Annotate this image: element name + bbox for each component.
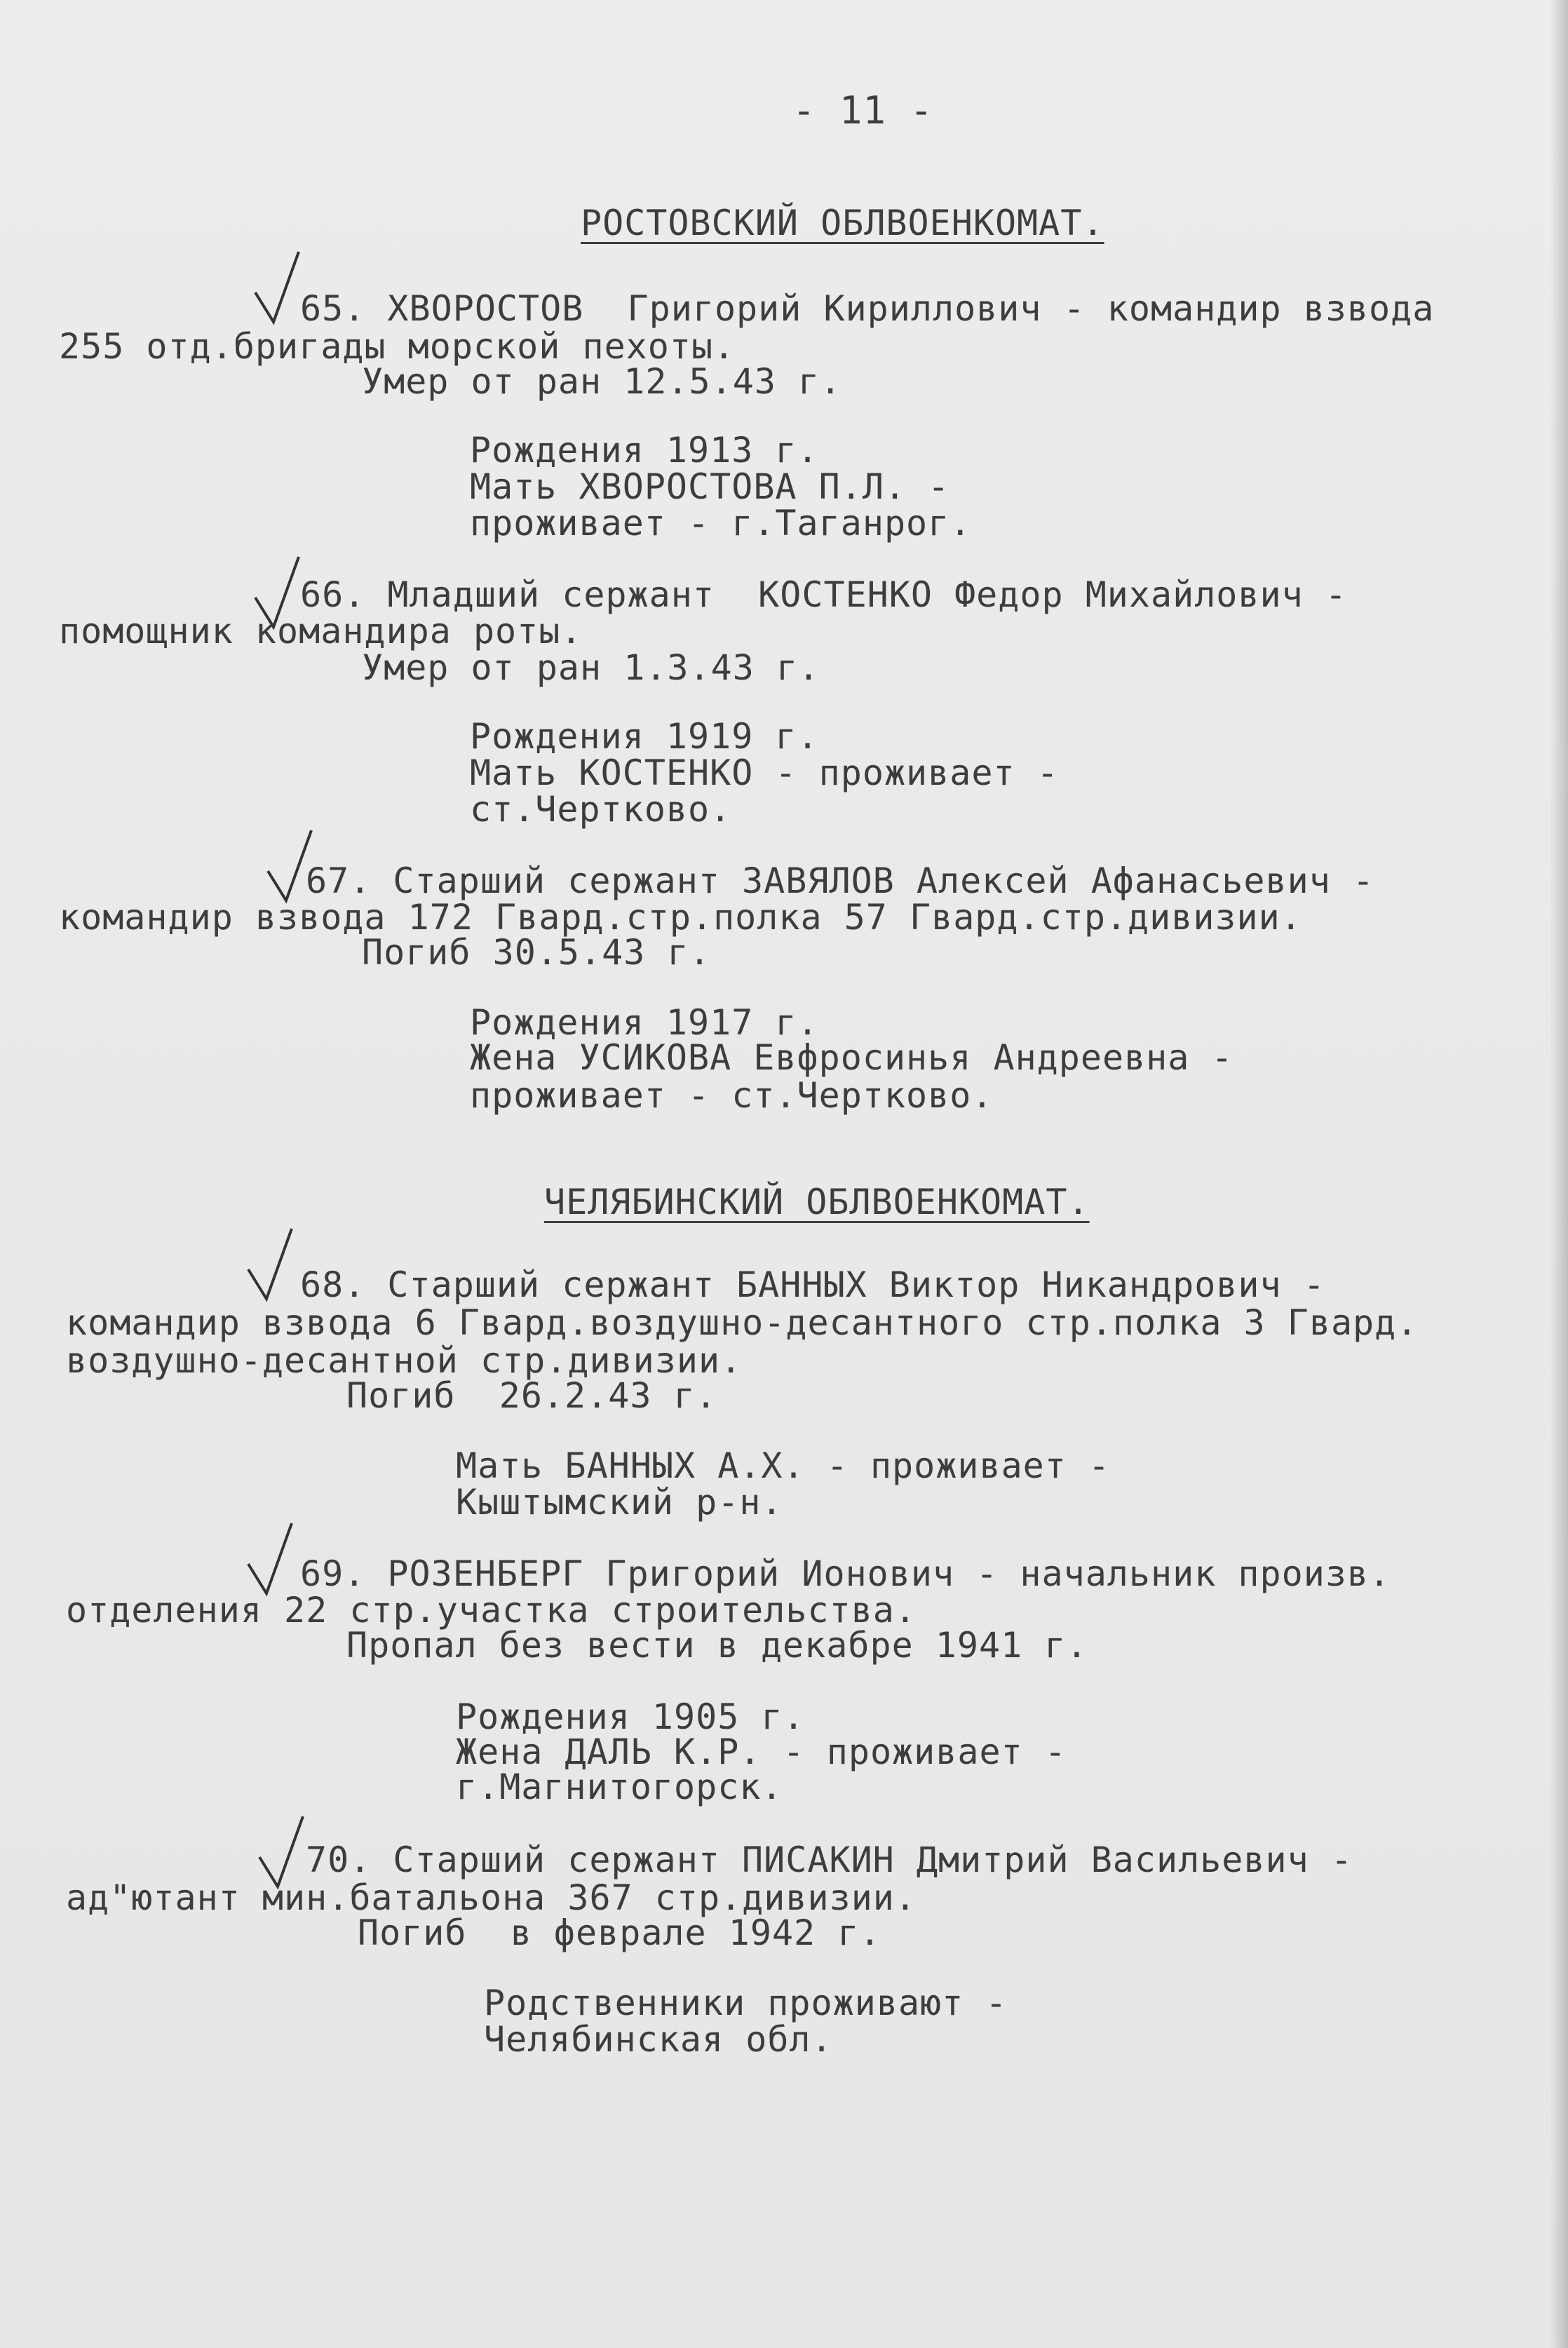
entry-line: помощник командира роты. (59, 611, 583, 652)
entry-line: проживает - ст.Чертково. (470, 1075, 994, 1116)
checkmark-icon (252, 249, 302, 326)
entry-line: Рождения 1905 г. (456, 1696, 805, 1737)
entry-line: воздушно-десантной стр.дивизии. (66, 1340, 743, 1381)
entry-line: Погиб 26.2.43 г. (346, 1375, 717, 1416)
entry-line: командир взвода 172 Гвард.стр.полка 57 Гвард.стр.дивизии. (59, 897, 1302, 938)
entry-line: Челябинская обл. (484, 2019, 833, 2060)
entry-line: Умер от ран 12.5.43 г. (362, 361, 842, 402)
entry-line: 67. Старший сержант ЗАВЯЛОВ Алексей Афанасьевич - (306, 861, 1375, 901)
entry-line: Кыштымский р-н. (456, 1482, 783, 1523)
entry-line: 69. РОЗЕНБЕРГ Григорий Ионович - начальник произв. (300, 1553, 1391, 1594)
page-number: - 11 - (792, 88, 934, 133)
entry-line: 70. Старший сержант ПИСАКИН Дмитрий Васильевич - (306, 1840, 1353, 1880)
entry-line: Погиб 30.5.43 г. (362, 932, 711, 973)
entry-line: Мать КОСТЕНКО - проживает - (470, 753, 1059, 793)
checkmark-icon (245, 1226, 295, 1303)
entry-line: Мать БАННЫХ А.Х. - проживает - (456, 1445, 1111, 1486)
section-heading-chelyabinsk: ЧЕЛЯБИНСКИЙ ОБЛВОЕНКОМАТ. (544, 1182, 1090, 1222)
entry-line: проживает - г.Таганрог. (470, 503, 972, 544)
entry-line: Умер от ран 1.3.43 г. (362, 647, 820, 688)
entry-line: Рождения 1917 г. (470, 1002, 819, 1043)
entry-line: г.Магнитогорск. (456, 1767, 783, 1807)
section-heading-rostov: РОСТОВСКИЙ ОБЛВОЕНКОМАТ. (581, 203, 1104, 243)
entry-line: Жена УСИКОВА Евфросинья Андреевна - (470, 1037, 1234, 1078)
checkmark-icon (245, 1520, 295, 1598)
entry-line: 65. ХВОРОСТОВ Григорий Кириллович - командир взвода (300, 288, 1435, 329)
entry-line: Пропал без вести в декабре 1941 г. (346, 1625, 1088, 1666)
entry-line: Погиб в феврале 1942 г. (358, 1912, 881, 1953)
entry-line: 66. Младший сержант КОСТЕНКО Федор Михайлович - (300, 574, 1347, 615)
entry-line: Жена ДАЛЬ К.Р. - проживает - (456, 1732, 1067, 1772)
entry-line: командир взвода 6 Гвард.воздушно-десантного стр.полка 3 Гвард. (66, 1302, 1419, 1343)
entry-line: Мать ХВОРОСТОВА П.Л. - (470, 466, 950, 507)
entry-line: 255 отд.бригады морской пехоты. (59, 326, 736, 367)
entry-line: ст.Чертково. (470, 789, 732, 830)
entry-line: Рождения 1919 г. (470, 716, 819, 757)
entry-line: Рождения 1913 г. (470, 430, 819, 471)
entry-line: отделения 22 стр.участка строительства. (66, 1590, 917, 1631)
entry-line: ад"ютант мин.батальона 367 стр.дивизии. (66, 1877, 917, 1918)
entry-line: Родственники проживают - (484, 1983, 1008, 2023)
entry-line: 68. Старший сержант БАННЫХ Виктор Никандрович - (300, 1264, 1325, 1305)
